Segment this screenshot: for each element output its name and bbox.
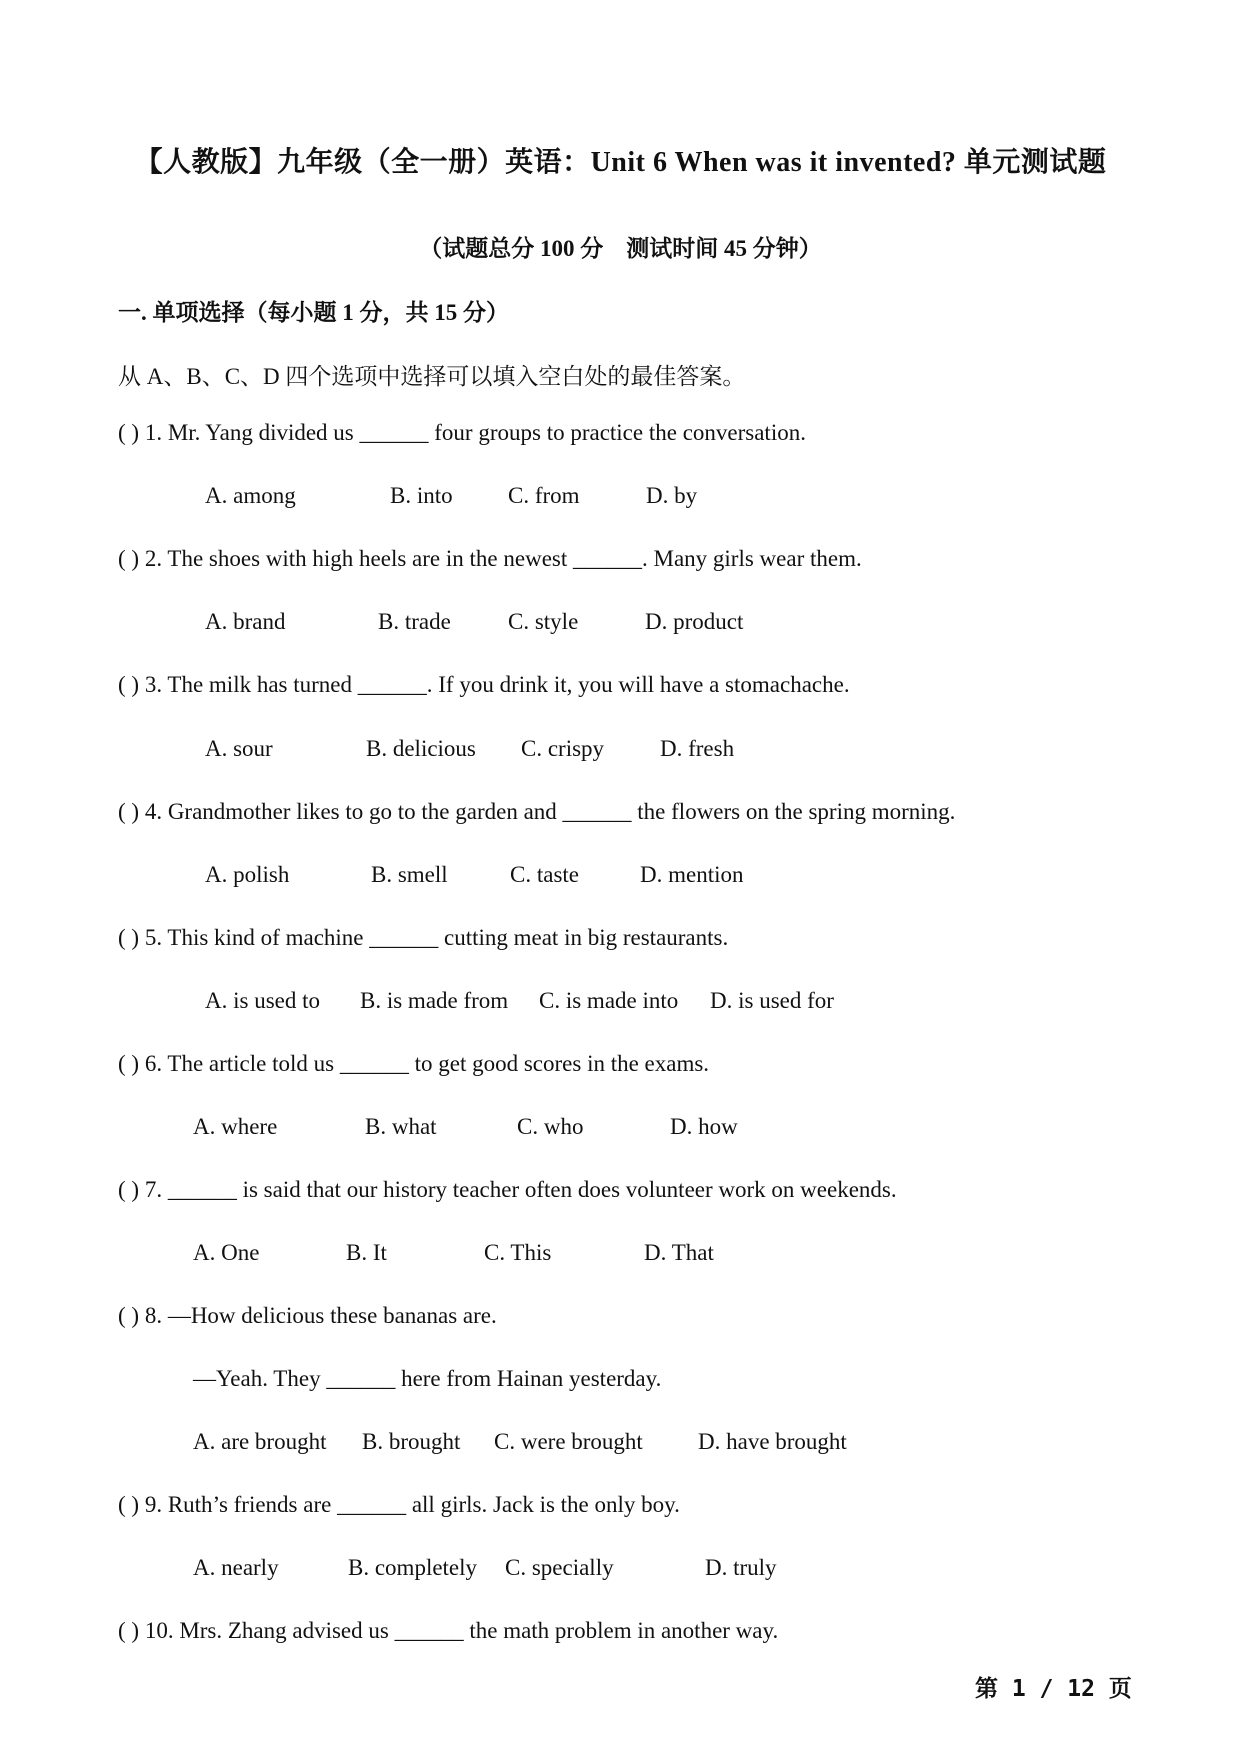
question-5-option-a: A. is used to (205, 988, 320, 1013)
question-10-stem: ( ) 10. Mrs. Zhang advised us ______ the math problem in another way. (118, 1618, 779, 1643)
question-1-option-a: A. among (205, 483, 296, 508)
question-2-stem: ( ) 2. The shoes with high heels are in the newest ______. Many girls wear them. (118, 546, 862, 571)
question-4-option-b: B. smell (371, 862, 448, 887)
question-3-stem: ( ) 3. The milk has turned ______. If you drink it, you will have a stomachache. (118, 672, 850, 697)
document-subtitle: （试题总分 100 分 测试时间 45 分钟） (419, 236, 822, 261)
question-5-option-d: D. is used for (710, 988, 834, 1013)
question-6-stem: ( ) 6. The article told us ______ to get good scores in the exams. (118, 1051, 710, 1076)
question-4-option-c: C. taste (510, 862, 579, 887)
document-title: 【人教版】九年级（全一册）英语：Unit 6 When was it invented? 单元测试题 (134, 147, 1107, 178)
question-5-option-c: C. is made into (539, 988, 679, 1013)
question-6-option-b: B. what (365, 1114, 437, 1139)
question-2-option-c: C. style (508, 609, 579, 634)
question-6-option-a: A. where (193, 1114, 278, 1139)
question-4-stem: ( ) 4. Grandmother likes to go to the garden and ______ the flowers on the spring morning. (118, 799, 956, 824)
question-7-option-a: A. One (193, 1240, 260, 1265)
question-3-option-b: B. delicious (366, 736, 476, 761)
question-1-option-d: D. by (646, 483, 698, 508)
question-1-option-c: C. from (508, 483, 580, 508)
question-8-option-a: A. are brought (193, 1429, 327, 1454)
question-6-option-d: D. how (670, 1114, 738, 1139)
section-instruction: 从 A、B、C、D 四个选项中选择可以填入空白处的最佳答案。 (118, 364, 746, 389)
question-7-option-c: C. This (484, 1240, 552, 1265)
question-8-stem: ( ) 8. —How delicious these bananas are. (118, 1303, 497, 1328)
question-9-option-b: B. completely (348, 1555, 478, 1580)
question-7-option-d: D. That (644, 1240, 714, 1265)
question-9-option-a: A. nearly (193, 1555, 279, 1580)
section-heading: 一. 单项选择（每小题 1 分，共 15 分） (118, 300, 509, 325)
question-9-option-c: C. specially (505, 1555, 614, 1580)
question-8-substem: —Yeah. They ______ here from Hainan yesterday. (193, 1366, 662, 1391)
question-3-option-a: A. sour (205, 736, 273, 761)
question-6-option-c: C. who (517, 1114, 584, 1139)
question-5-option-b: B. is made from (360, 988, 509, 1013)
question-8-option-d: D. have brought (698, 1429, 847, 1454)
question-8-option-b: B. brought (362, 1429, 461, 1454)
question-8-option-c: C. were brought (494, 1429, 643, 1454)
question-7-option-b: B. It (346, 1240, 387, 1265)
question-1-stem: ( ) 1. Mr. Yang divided us ______ four groups to practice the conversation. (118, 420, 806, 445)
question-3-option-c: C. crispy (521, 736, 605, 761)
question-9-option-d: D. truly (705, 1555, 777, 1580)
question-3-option-d: D. fresh (660, 736, 735, 761)
question-4-option-d: D. mention (640, 862, 744, 887)
page-number: 第 1 / 12 页 (975, 1676, 1132, 1702)
question-2-option-d: D. product (645, 609, 744, 634)
question-2-option-a: A. brand (205, 609, 286, 634)
question-9-stem: ( ) 9. Ruth’s friends are ______ all girls. Jack is the only boy. (118, 1492, 680, 1517)
question-1-option-b: B. into (390, 483, 453, 508)
question-5-stem: ( ) 5. This kind of machine ______ cutting meat in big restaurants. (118, 925, 729, 950)
question-7-stem: ( ) 7. ______ is said that our history teacher often does volunteer work on weekends. (118, 1177, 897, 1202)
question-4-option-a: A. polish (205, 862, 290, 887)
question-2-option-b: B. trade (378, 609, 451, 634)
